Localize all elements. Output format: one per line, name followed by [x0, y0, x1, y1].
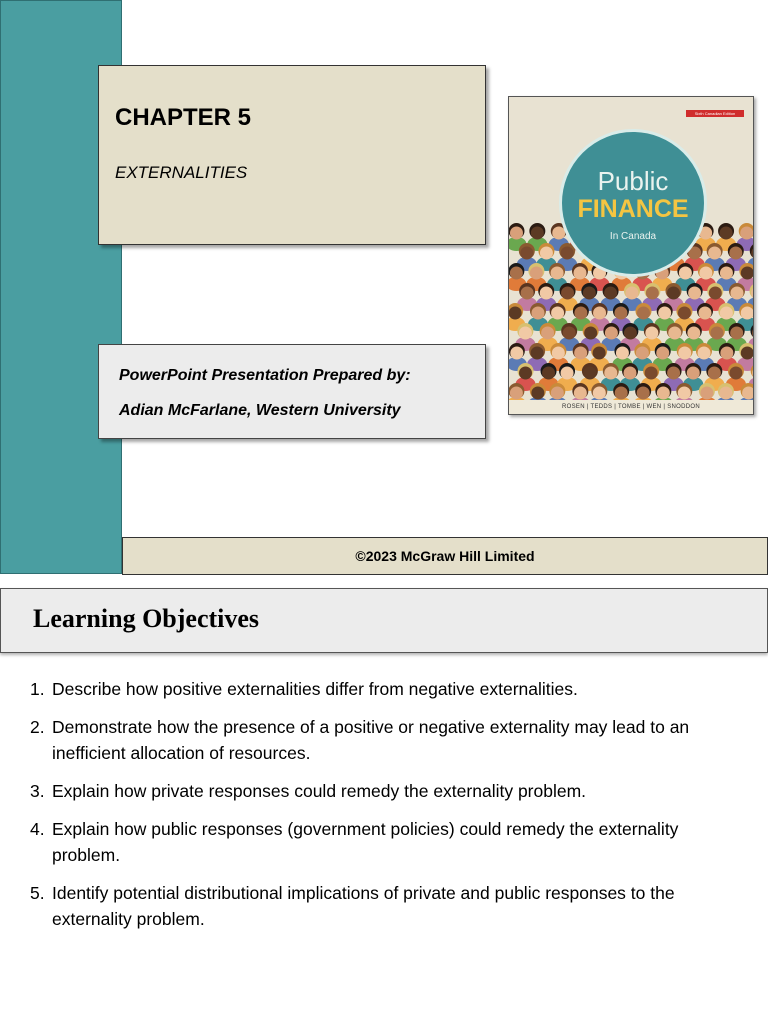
objective-text: Identify potential distributional implications of private and public responses to the externality problem. [52, 883, 675, 929]
book-title-circle [559, 129, 707, 277]
objective-text: Describe how positive externalities differ from negative externalities. [52, 679, 578, 699]
book-authors: ROSEN | TEDDS | TOMBE | WEN | SNODDON [509, 400, 753, 414]
objective-item [30, 816, 730, 868]
prepared-by-label: PowerPoint Presentation Prepared by: [119, 367, 411, 384]
prepared-by-name: Adian McFarlane, Western University [119, 402, 401, 419]
book-cover-image [508, 96, 754, 415]
chapter-title: CHAPTER 5 [115, 104, 252, 131]
book-title-canada: In Canada [609, 231, 657, 242]
objective-item [30, 714, 730, 766]
chapter-subtitle: EXTERNALITIES [115, 163, 248, 182]
objective-text: Demonstrate how the presence of a positive or negative externality may lead to an inefficient allocation of resources. [52, 717, 690, 763]
objective-number: 3. [30, 781, 45, 801]
prepared-by-box [98, 344, 486, 439]
objective-text: Explain how public responses (government policies) could remedy the externality problem. [52, 819, 679, 865]
slide-header [0, 588, 768, 653]
copyright-bar [122, 537, 768, 575]
chapter-title-box [98, 65, 486, 245]
slide-title: Learning Objectives [33, 604, 260, 633]
objective-number: 4. [30, 819, 45, 839]
book-title-public: Public [597, 166, 669, 196]
objectives-list [30, 676, 730, 944]
objective-number: 2. [30, 717, 45, 737]
objective-item [30, 676, 730, 702]
objective-text: Explain how private responses could remedy the externality problem. [52, 781, 587, 801]
copyright-text: ©2023 McGraw Hill Limited [355, 548, 535, 564]
objective-item [30, 880, 730, 932]
edition-badge: Sixth Canadian Edition [686, 110, 744, 117]
learning-objectives-slide [0, 588, 768, 1024]
objective-number: 1. [30, 679, 45, 699]
objective-number: 5. [30, 883, 45, 903]
objective-item [30, 778, 730, 804]
book-title-finance: FINANCE [577, 195, 689, 223]
